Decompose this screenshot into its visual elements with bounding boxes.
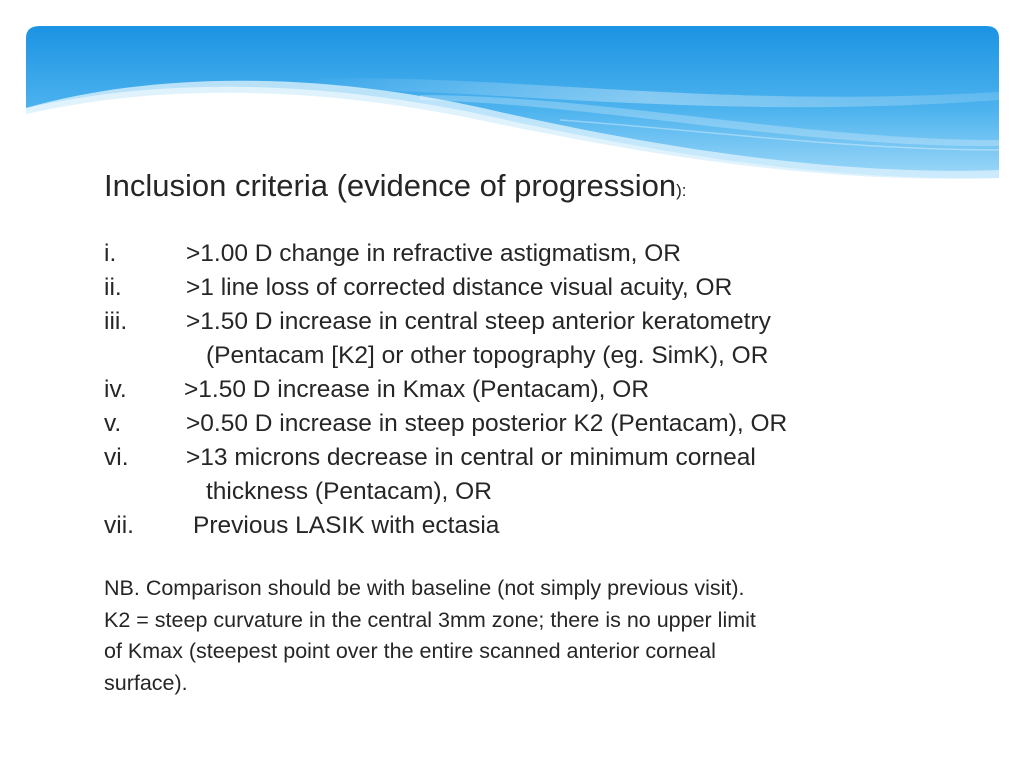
criterion-text: >13 microns decrease in central or minimum corneal — [186, 444, 756, 471]
criterion-numeral: iii. — [104, 308, 128, 335]
footnote-line: of Kmax (steepest point over the entire scanned anterior corneal — [104, 639, 716, 663]
criterion-numeral: vii. — [104, 512, 134, 539]
footnote-line: surface). — [104, 670, 188, 695]
criterion-numeral: vi. — [104, 444, 129, 471]
criterion-text: >0.50 D increase in steep posterior K2 (Pentacam), OR — [186, 410, 788, 437]
criterion-text-continued: thickness (Pentacam), OR — [206, 478, 492, 505]
criterion-text: >1.00 D change in refractive astigmatism, OR — [186, 240, 681, 267]
criterion-text: >1 line loss of corrected distance visual acuity, OR — [186, 274, 733, 301]
title-suffix: ): — [676, 181, 687, 200]
criterion-text: >1.50 D increase in Kmax (Pentacam), OR — [184, 376, 650, 403]
criterion-text-continued: (Pentacam [K2] or other topography (eg. SimK), OR — [206, 342, 769, 369]
criterion-numeral: iv. — [104, 376, 127, 403]
criterion-numeral: i. — [104, 240, 117, 267]
footnote-block — [104, 573, 934, 699]
criterion-text: Previous LASIK with ectasia — [193, 512, 500, 539]
criterion-numeral: ii. — [104, 274, 122, 301]
footnote-line: NB. Comparison should be with baseline (not simply previous visit). — [104, 576, 745, 600]
footnote-line: K2 = steep curvature in the central 3mm zone; there is no upper limit — [104, 607, 756, 632]
title-text: Inclusion criteria (evidence of progression — [104, 168, 677, 203]
criterion-text: >1.50 D increase in central steep anterior keratometry — [186, 308, 771, 335]
criterion-numeral: v. — [104, 410, 122, 437]
